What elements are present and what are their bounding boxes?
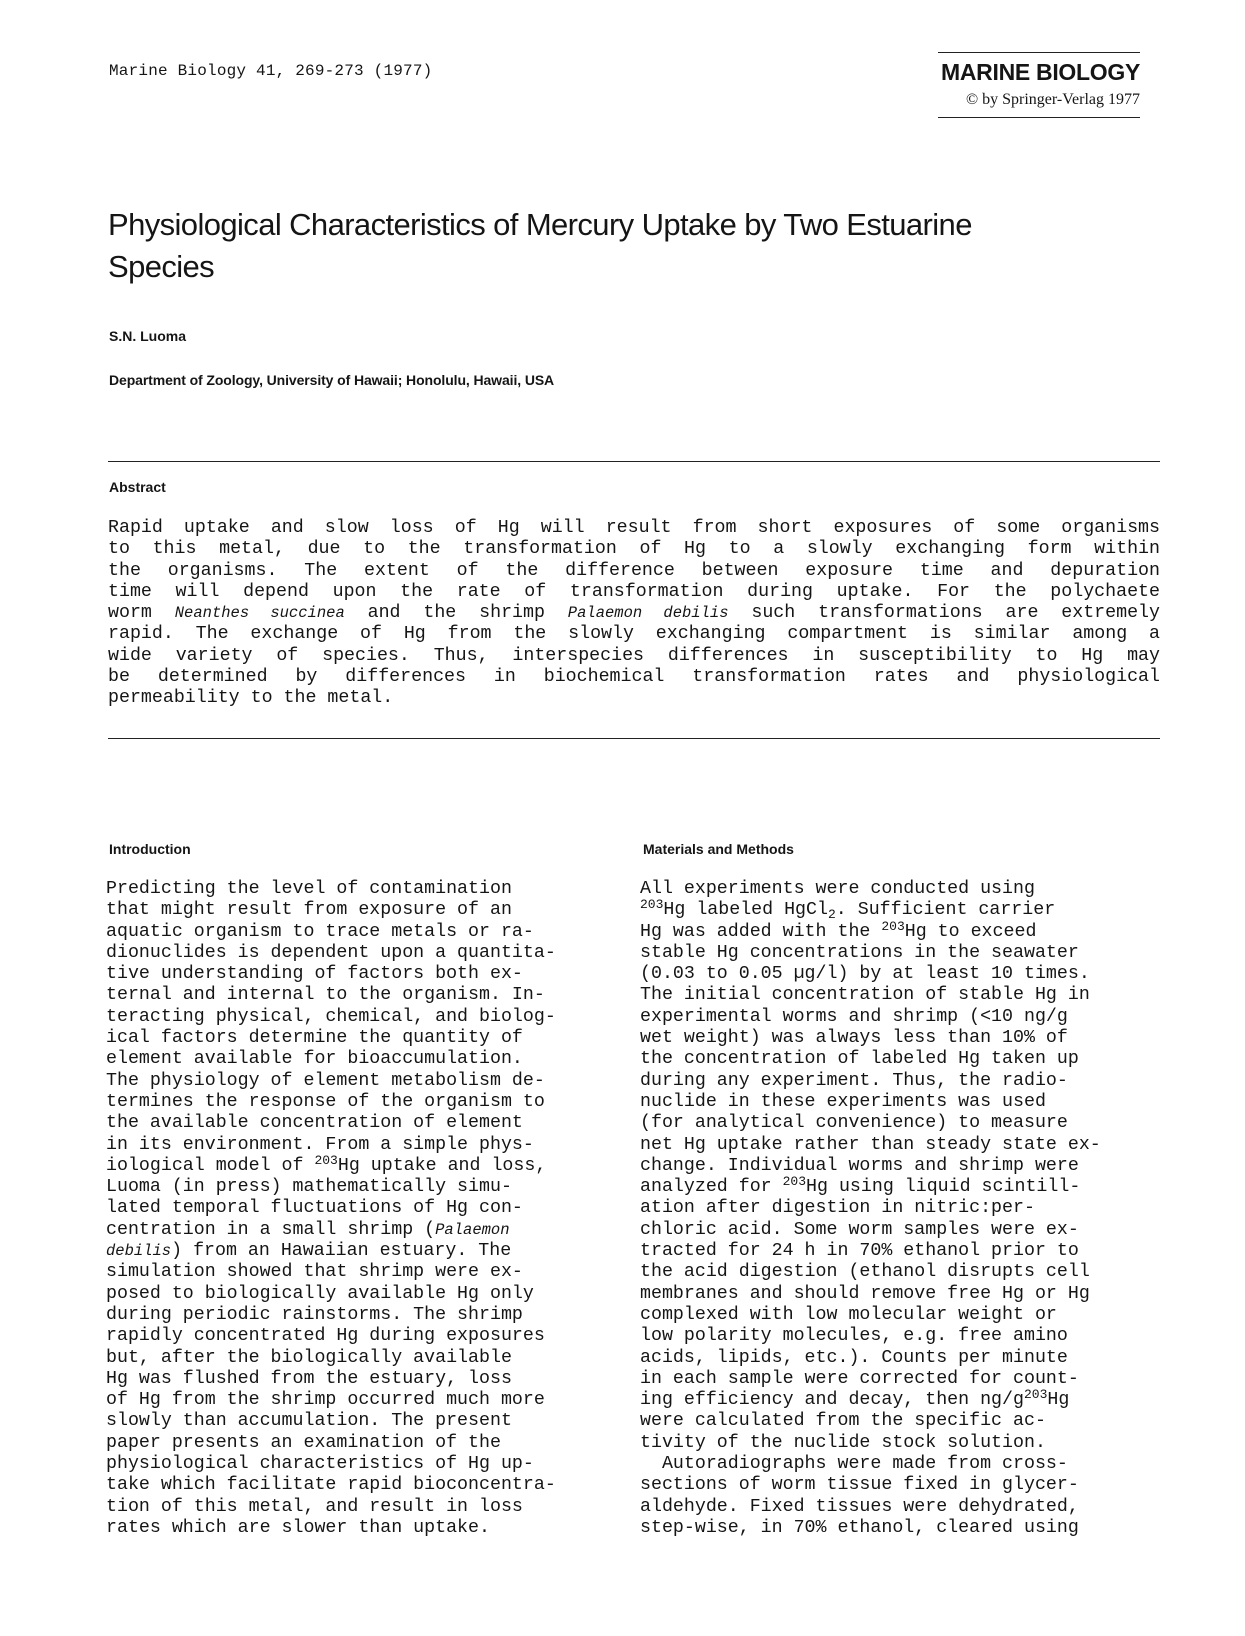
abstract-bottom-rule xyxy=(108,738,1160,739)
text-fragment: ing efficiency and decay, then ng/g xyxy=(640,1390,1024,1411)
text-line: tivity of the nuclide stock solution. xyxy=(640,1432,1046,1453)
text-fragment: Hg using liquid scintill- xyxy=(806,1177,1081,1198)
abstract-line: the organisms. The extent of the difference between exposure time and depuration xyxy=(108,560,1160,581)
text-fragment: Hg to exceed xyxy=(904,921,1037,942)
text-line: step-wise, in 70% ethanol, cleared using xyxy=(640,1517,1079,1538)
text-line: during any experiment. Thus, the radio- xyxy=(640,1070,1068,1091)
abstract-line: be determined by differences in biochemical transformation rates and physiological xyxy=(108,667,1160,688)
text-line: (for analytical convenience) to measure xyxy=(640,1113,1068,1134)
abstract-body xyxy=(108,518,1160,710)
species-name-neanthes: Neanthes succinea xyxy=(174,604,345,623)
species-name-palaemon: Palaemon xyxy=(435,1220,510,1239)
species-name-palaemon: Palaemon debilis xyxy=(567,604,729,623)
text-fragment: . Sufficient carrier xyxy=(835,900,1056,921)
title-line-1: Physiological Characteristics of Mercury Uptake by Two Estuarine xyxy=(108,207,972,242)
text-line xyxy=(106,1241,618,1262)
methods-body xyxy=(640,879,1152,1539)
text-line: net Hg uptake rather than steady state ex- xyxy=(640,1134,1101,1155)
text-line: change. Individual worms and shrimp were xyxy=(640,1155,1079,1176)
text-line: aquatic organism to trace metals or ra- xyxy=(106,921,534,942)
affiliation: Department of Zoology, University of Hawaii; Honolulu, Hawaii, USA xyxy=(109,372,555,388)
text-line: take which facilitate rapid bioconcentra- xyxy=(106,1475,556,1496)
text-line: low polarity molecules, e.g. free amino xyxy=(640,1326,1068,1347)
abstract-line: wide variety of species. Thus, interspecies differences in susceptibility to Hg may xyxy=(108,645,1160,666)
text-line: tive understanding of factors both ex- xyxy=(106,964,523,985)
abstract-heading: Abstract xyxy=(109,479,166,495)
text-line: nuclide in these experiments was used xyxy=(640,1091,1046,1112)
text-line: experimental worms and shrimp (<10 ng/g xyxy=(640,1006,1068,1027)
text-fragment: Hg uptake and loss, xyxy=(337,1155,547,1176)
text-line: All experiments were conducted using xyxy=(640,879,1035,899)
abstract-line: time will depend upon the rate of transformation during uptake. For the polychaete xyxy=(108,581,1160,602)
text-line: Predicting the level of contamination xyxy=(106,879,512,899)
abstract-text: such transformations are extremely xyxy=(728,603,1161,624)
text-fragment: Hg xyxy=(1047,1390,1070,1411)
text-line: wet weight) was always less than 10% of xyxy=(640,1028,1068,1049)
abstract-line xyxy=(108,603,1160,624)
text-line xyxy=(106,1152,618,1177)
paper-title xyxy=(108,204,1128,288)
abstract-line: to this metal, due to the transformation of Hg to a slowly exchanging form within xyxy=(108,539,1160,560)
text-line: sections of worm tissue fixed in glycer- xyxy=(640,1475,1079,1496)
text-line: Hg was flushed from the estuary, loss xyxy=(106,1368,512,1389)
text-line xyxy=(640,918,1152,943)
chemical-subscript: 2 xyxy=(827,907,836,923)
text-fragment: iological model of xyxy=(106,1155,315,1176)
text-line: simulation showed that shrimp were ex- xyxy=(106,1262,523,1283)
text-line: the available concentration of element xyxy=(106,1113,523,1134)
text-line: rates which are slower than uptake. xyxy=(106,1517,490,1538)
text-line: membranes and should remove free Hg or Hg xyxy=(640,1283,1090,1304)
title-line-2: Species xyxy=(108,249,215,284)
text-line: Luoma (in press) mathematically simu- xyxy=(106,1177,512,1198)
text-line: dionuclides is dependent upon a quantita- xyxy=(106,942,556,963)
text-line: slowly than accumulation. The present xyxy=(106,1411,512,1432)
text-line: The physiology of element metabolism de- xyxy=(106,1070,545,1091)
text-line: aldehyde. Fixed tissues were dehydrated, xyxy=(640,1496,1079,1517)
text-line: were calculated from the specific ac- xyxy=(640,1411,1046,1432)
text-line: element available for bioaccumulation. xyxy=(106,1049,523,1070)
text-fragment: Hg labeled HgCl xyxy=(663,900,828,921)
text-line xyxy=(640,1174,1152,1198)
introduction-heading: Introduction xyxy=(109,841,191,857)
author: S.N. Luoma xyxy=(109,328,187,344)
text-line: that might result from exposure of an xyxy=(106,900,512,921)
isotope-mass-number: 203 xyxy=(1023,1387,1048,1403)
text-line: ation after digestion in nitric:per- xyxy=(640,1198,1035,1219)
abstract-line: permeability to the metal. xyxy=(108,688,394,709)
isotope-mass-number: 203 xyxy=(782,1174,807,1190)
text-line: tion of this metal, and result in loss xyxy=(106,1496,523,1517)
journal-citation: Marine Biology 41, 269-273 (1977) xyxy=(109,62,433,80)
text-fragment: centration in a small shrimp ( xyxy=(106,1219,436,1240)
text-line: ical factors determine the quantity of xyxy=(106,1028,523,1049)
isotope-mass-number: 203 xyxy=(314,1152,338,1168)
text-fragment: Hg was added with the xyxy=(640,921,882,942)
isotope-mass-number: 203 xyxy=(640,897,664,913)
text-line: acids, lipids, etc.). Counts per minute xyxy=(640,1347,1068,1368)
abstract-line: Rapid uptake and slow loss of Hg will result from short exposures of some organisms xyxy=(108,518,1160,538)
text-fragment: ) from an Hawaiian estuary. The xyxy=(171,1241,512,1262)
abstract-text: worm xyxy=(108,603,175,624)
isotope-mass-number: 203 xyxy=(881,918,905,934)
copyright-notice: © by Springer-Verlag 1977 xyxy=(965,91,1140,108)
masthead-bottom-rule xyxy=(938,117,1140,118)
text-line: stable Hg concentrations in the seawater xyxy=(640,942,1079,963)
species-name-debilis: debilis xyxy=(106,1242,172,1261)
text-line: physiological characteristics of Hg up- xyxy=(106,1454,534,1475)
text-line: the acid digestion (ethanol disrupts cell xyxy=(640,1262,1090,1283)
text-line: ternal and internal to the organism. In- xyxy=(106,985,545,1006)
text-line: lated temporal fluctuations of Hg con- xyxy=(106,1198,523,1219)
text-fragment: analyzed for xyxy=(640,1177,783,1198)
abstract-text: and the shrimp xyxy=(344,603,568,624)
text-line: Autoradiographs were made from cross- xyxy=(640,1454,1068,1475)
text-line: of Hg from the shrimp occurred much more xyxy=(106,1390,545,1411)
text-line: but, after the biologically available xyxy=(106,1347,512,1368)
text-line: posed to biologically available Hg only xyxy=(106,1283,534,1304)
text-line: in its environment. From a simple phys- xyxy=(106,1134,534,1155)
text-line: tracted for 24 h in 70% ethanol prior to xyxy=(640,1241,1079,1262)
text-line: (0.03 to 0.05 µg/l) by at least 10 times. xyxy=(640,964,1090,985)
abstract-line: rapid. The exchange of Hg from the slowly exchanging compartment is similar among a xyxy=(108,624,1160,645)
text-line: teracting physical, chemical, and biolog- xyxy=(106,1006,556,1027)
text-line: during periodic rainstorms. The shrimp xyxy=(106,1304,523,1325)
journal-masthead: MARINE BIOLOGY xyxy=(941,59,1140,85)
text-line: in each sample were corrected for count- xyxy=(640,1368,1079,1389)
masthead-top-rule xyxy=(938,52,1140,53)
text-line: termines the response of the organism to xyxy=(106,1091,545,1112)
text-line: complexed with low molecular weight or xyxy=(640,1304,1057,1325)
text-line: rapidly concentrated Hg during exposures xyxy=(106,1326,545,1347)
abstract-top-rule xyxy=(108,461,1160,462)
methods-heading: Materials and Methods xyxy=(643,841,794,857)
text-line xyxy=(106,1220,618,1241)
text-line: The initial concentration of stable Hg in xyxy=(640,985,1090,1006)
text-line: chloric acid. Some worm samples were ex- xyxy=(640,1219,1079,1240)
introduction-body xyxy=(106,879,618,1539)
text-line: paper presents an examination of the xyxy=(106,1432,501,1453)
text-line: the concentration of labeled Hg taken up xyxy=(640,1049,1079,1070)
text-line xyxy=(640,1387,1152,1411)
